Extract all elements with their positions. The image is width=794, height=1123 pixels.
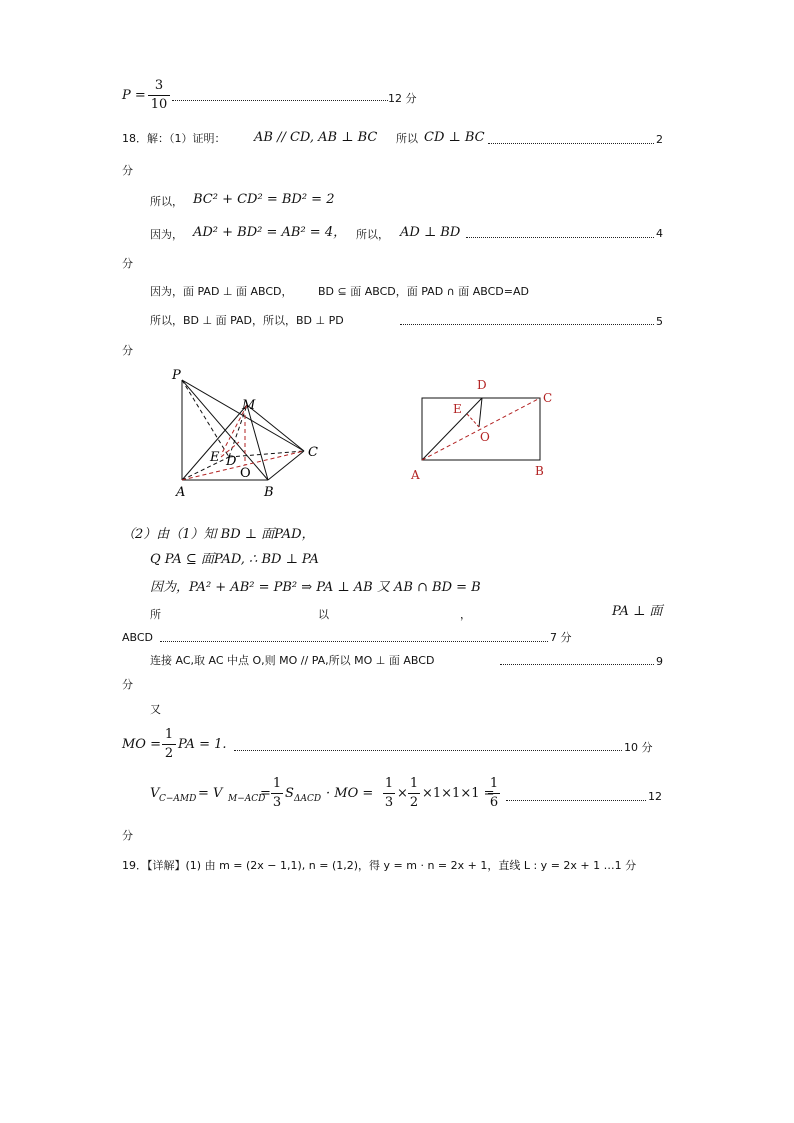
dot-leader	[160, 641, 548, 642]
fen-2: 分	[122, 257, 133, 270]
q18-expr2: CD ⊥ BC	[424, 130, 485, 145]
frac4-den: 6	[489, 795, 499, 810]
q18-pad-bd: BD ⊆ 面 ABCD，面 PAD ∩ 面 ABCD=AD	[318, 285, 529, 298]
dot-leader	[400, 324, 654, 325]
fen-4: 分	[122, 678, 133, 691]
dot-leader	[500, 664, 654, 665]
label-A2: A	[411, 468, 420, 482]
frac1-num: 1	[272, 776, 282, 791]
q18-line-bd: 所以，BD ⊥ 面 PAD，所以，BD ⊥ PD	[150, 314, 344, 327]
frac3-den: 2	[409, 795, 419, 810]
dot-leader	[234, 750, 622, 751]
rectangle-figure	[405, 375, 565, 485]
volume-v: V	[150, 786, 160, 801]
label-D: D	[226, 454, 237, 469]
part2-l6: 连接 AC,取 AC 中点 O,则 MO // PA,所以 MO ⊥ 面 ABCD	[150, 654, 435, 667]
mo-rhs: PA = 1.	[178, 737, 227, 752]
part2-l1: （2）由（1）知 BD ⊥ 面PAD，	[122, 527, 315, 542]
p-numerator: 3	[154, 78, 164, 93]
volume-x1: ×	[397, 786, 408, 801]
dot-leader	[488, 143, 654, 144]
part2-l4a: 所	[150, 608, 161, 621]
part2-l4b: 以	[318, 608, 329, 621]
part2-l7: 又	[150, 703, 161, 716]
label-O2: O	[480, 430, 490, 444]
mo-denominator: 2	[164, 746, 174, 761]
label-C2: C	[543, 391, 553, 405]
label-B: B	[264, 485, 274, 500]
part2-l2: Q PA ⊆ 面PAD, ∴ BD ⊥ PA	[150, 552, 319, 567]
score-9: 9	[656, 655, 663, 668]
volume-frac2	[383, 776, 395, 811]
score-7: 7 分	[550, 631, 572, 644]
dot-leader	[506, 800, 646, 801]
mo-lhs: MO =	[122, 737, 161, 752]
label-E: E	[210, 450, 220, 465]
score-12b: 12	[648, 790, 662, 803]
part2-l4c: ，	[460, 608, 471, 621]
label-E2: E	[453, 402, 462, 416]
volume-s: S	[285, 786, 294, 801]
frac1-den: 3	[272, 795, 282, 810]
p-fraction	[148, 78, 170, 113]
part2-l3: 因为，PA² + AB² = PB² ⇒ PA ⊥ AB 又 AB ∩ BD = B	[150, 580, 481, 595]
fen-1: 分	[122, 164, 133, 177]
fen-5: 分	[122, 829, 133, 842]
so-label: 所以，	[150, 195, 183, 208]
q18-expr1: AB // CD, AB ⊥ BC	[254, 130, 378, 145]
label-D2: D	[477, 378, 487, 392]
dot-leader	[466, 237, 654, 238]
frac4-num: 1	[489, 776, 499, 791]
p-lhs: P =	[122, 88, 146, 103]
label-C: C	[308, 445, 318, 460]
label-B2: B	[535, 464, 544, 478]
q18-expr3: BC² + CD² = BD² = 2	[193, 192, 335, 207]
volume-frac4	[488, 776, 500, 811]
p-denominator: 10	[150, 97, 168, 112]
volume-sub3: ΔACD	[294, 794, 322, 804]
because-label: 因为，	[150, 228, 183, 241]
score-10: 10 分	[624, 741, 653, 754]
score-2: 2	[656, 133, 663, 146]
volume-sub1: C−AMD	[159, 794, 197, 804]
label-A: A	[176, 485, 186, 500]
label-O: O	[240, 466, 251, 481]
q18-label: 18．解：（1）证明：	[122, 132, 226, 145]
so-label-2: 所以，	[356, 228, 389, 241]
label-M: M	[242, 398, 256, 413]
frac3-num: 1	[409, 776, 419, 791]
volume-frac1	[271, 776, 283, 811]
q18-expr5: AD ⊥ BD	[400, 225, 461, 240]
q18-so1: 所以	[396, 132, 418, 145]
part2-l4d: PA ⊥ 面	[612, 604, 663, 619]
volume-mo: · MO =	[326, 786, 374, 801]
mo-fraction	[162, 727, 176, 762]
label-P: P	[172, 368, 181, 383]
score-4: 4	[656, 227, 663, 240]
volume-frac3	[408, 776, 420, 811]
volume-eq: = V	[198, 786, 223, 801]
q18-line-pad: 因为，面 PAD ⊥ 面 ABCD，	[150, 285, 293, 298]
volume-eq2: =	[260, 786, 271, 801]
q18-expr4: AD² + BD² = AB² = 4，	[193, 225, 347, 240]
mo-numerator: 1	[164, 727, 174, 742]
score-5: 5	[656, 315, 663, 328]
part2-l5: ABCD	[122, 631, 154, 644]
volume-sub2: M−ACD	[228, 794, 266, 804]
dot-leader	[172, 100, 388, 101]
pyramid-figure	[165, 365, 335, 500]
fen-3: 分	[122, 344, 133, 357]
q19-text: 19．【详解】(1) 由 m = (2x − 1,1), n = (1,2)，得 y = m · n = 2x + 1，直线 L : y = 2x + 1 …1 分	[122, 859, 637, 872]
volume-x2: ×1×1×1 =	[422, 786, 495, 801]
score-12: 12 分	[388, 92, 417, 105]
frac2-num: 1	[384, 776, 394, 791]
frac2-den: 3	[384, 795, 394, 810]
